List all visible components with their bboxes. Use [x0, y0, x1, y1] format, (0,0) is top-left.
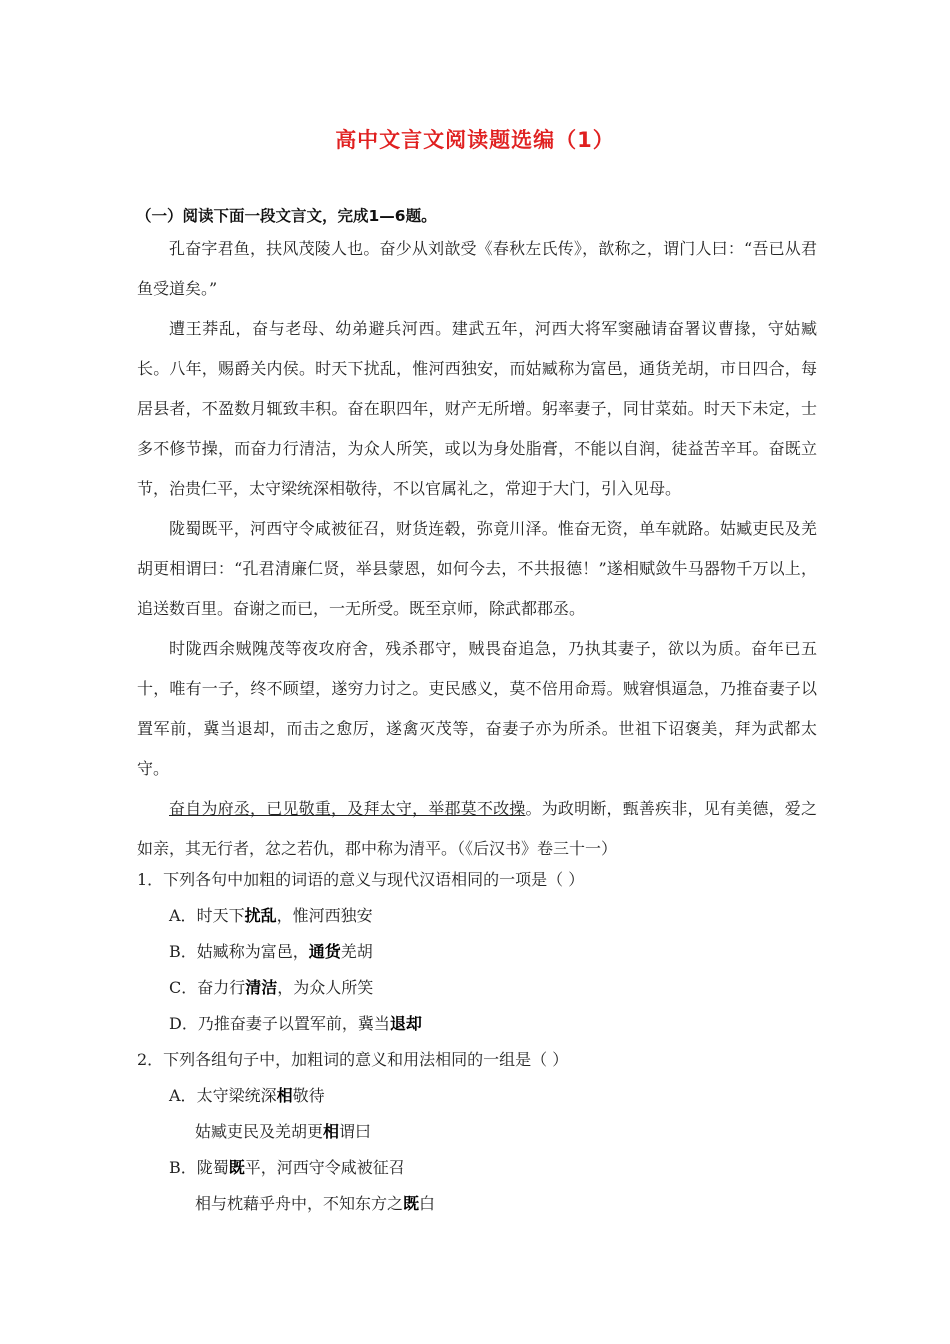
question-2-stem: 2．下列各组句子中，加粗词的意义和用法相同的一组是（ ）: [137, 1050, 569, 1069]
passage-paragraph: 陇蜀既平，河西守令咸被征召，财货连毂，弥竟川泽。惟奋无资，单车就路。姑臧吏民及羌胡更相谓曰：“孔君清廉仁贤，举县蒙恩，如何今去，不共报德！”遂相赋敛牛马器物千万以上，追送数百里。奋谢之而已，一无所受。既至京师，除武都郡丞。: [137, 519, 817, 618]
question-1-option-b: [137, 934, 827, 970]
question-2-option-a-line2: [137, 1114, 827, 1150]
question-1-option-c: [137, 970, 827, 1006]
option-text: 羌胡: [340, 942, 373, 961]
option-text: 姑臧吏民及羌胡更: [195, 1122, 324, 1141]
option-label: A．: [169, 906, 197, 925]
option-text: 乃推奋妻子以置军前，冀当: [197, 1014, 390, 1033]
bold-word: 通货: [308, 942, 341, 961]
option-text: 谓曰: [339, 1122, 372, 1141]
option-label: B．: [169, 1158, 197, 1177]
option-text: 白: [419, 1194, 436, 1213]
question-2-option-b-line2: [137, 1186, 827, 1222]
option-label: C．: [169, 978, 198, 997]
page-title: 高中文言文阅读题选编（1）: [335, 128, 615, 152]
question-2-option-b: [137, 1150, 827, 1186]
passage-paragraph: 时陇西余贼隗茂等夜攻府舍，残杀郡守，贼畏奋追急，乃执其妻子，欲以为质。奋年已五十，唯有一子，终不顾望，遂穷力讨之。吏民感义，莫不倍用命焉。贼窘惧逼急，乃推奋妻子以置军前，冀当退却，而击之愈厉，遂禽灭茂等，奋妻子亦为所杀。世祖下诏褒美，拜为武都太守。: [137, 639, 817, 778]
passage-paragraph: 孔奋字君鱼，扶风茂陵人也。奋少从刘歆受《春秋左氏传》，歆称之，谓门人曰：“吾已从君鱼受道矣。”: [137, 239, 817, 298]
paragraph-text: 。为政明断，甄善疾非，见有美德，爱之如亲，其无行者，忿之若仇，郡中称为清平。（《后汉书》卷三十一）: [137, 799, 817, 858]
option-text: 敬待: [292, 1086, 325, 1105]
bold-word: 相: [276, 1086, 293, 1105]
section-heading: （一）阅读下面一段文言文，完成1—6题。: [136, 207, 437, 225]
option-text: 时天下: [196, 906, 245, 925]
passage: [137, 229, 817, 869]
option-text: 陇蜀: [196, 1158, 229, 1177]
passage-paragraph: [137, 789, 817, 869]
question-1-stem: 1．下列各句中加粗的词语的意义与现代汉语相同的一项是（ ）: [137, 870, 585, 889]
bold-word: 相: [323, 1122, 340, 1141]
bold-word: 扰乱: [244, 906, 277, 925]
bold-word: 既: [403, 1194, 420, 1213]
option-text: 相与枕藉乎舟中，不知东方之: [195, 1194, 404, 1213]
option-text: 姑臧称为富邑，: [196, 942, 309, 961]
option-text: ，惟河西独安: [276, 906, 373, 925]
question-1-option-d: [137, 1006, 827, 1042]
option-text: 平，河西守令咸被征召: [244, 1158, 405, 1177]
option-text: ，为众人所笑: [277, 978, 374, 997]
question-1-option-a: [137, 898, 827, 934]
option-label: B．: [169, 942, 197, 961]
bold-word: 清洁: [245, 978, 278, 997]
questions: [137, 862, 827, 1222]
underlined-sentence: 奋自为府丞，已见敬重，及拜太守，举郡莫不改操: [169, 799, 526, 818]
passage-paragraph: 遭王莽乱，奋与老母、幼弟避兵河西。建武五年，河西大将军窦融请奋署议曹掾，守姑臧长。八年，赐爵关内侯。时天下扰乱，惟河西独安，而姑臧称为富邑，通货羌胡，市日四合，每居县者，不盈数月辄致丰积。奋在职四年，财产无所增。躬率妻子，同甘菜茹。时天下未定，士多不修节操，而奋力行清洁，为众人所笑，或以为身处脂膏，不能以自润，徒益苦辛耳。奋既立节，治贵仁平，太守梁统深相敬待，不以官属礼之，常迎于大门，引入见母。: [137, 319, 817, 498]
option-label: D．: [169, 1014, 198, 1033]
question-2-option-a: [137, 1078, 827, 1114]
bold-word: 既: [228, 1158, 245, 1177]
option-text: 太守梁统深: [196, 1086, 277, 1105]
bold-word: 退却: [389, 1014, 422, 1033]
option-label: A．: [169, 1086, 197, 1105]
option-text: 奋力行: [197, 978, 246, 997]
